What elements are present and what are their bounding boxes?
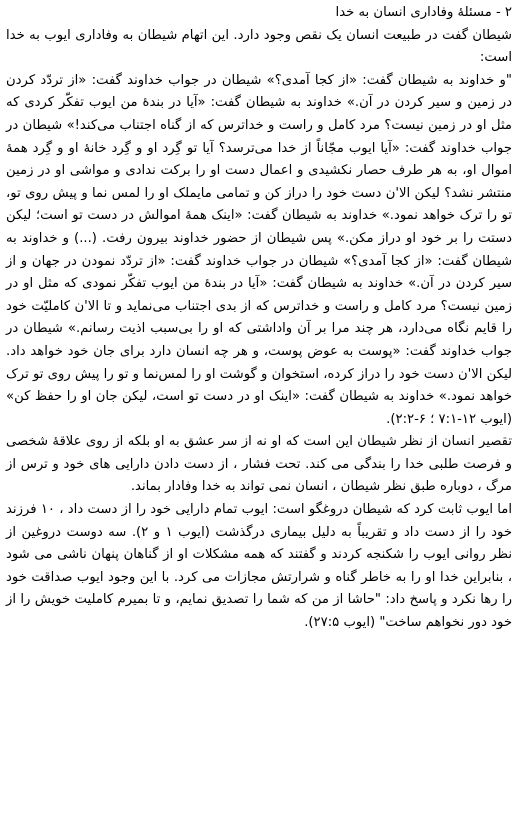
paragraph-scripture-quote: "و خداوند به شیطان گفت: «از کجا آمدی؟» شیطان در جواب خداوند گفت: «از تردّد کردن در زمین و سیر کردن در آن.» خداوند به شیطان گفت: «آیا در بندهٔ من ایوب تفکّر کردی که مثل او در زمین نیست؟ مرد کامل و راست و خداترس که از گناه اجتناب می‌کند!» شیطان در جواب خداوند گفت: «آیا ایوب مجّاناً از خدا می‌ترسد؟ آیا تو گِرد او و گِرد خانهٔ او و گِرد همهٔ اموال او، به هر طرف حصار نکشیدی و اعمال دست او را برکت ندادی و مواشی او در زمین منتشر نشد؟ لیکن الا'ن دست خود را دراز کن و تمامی مایملک او را لمس نما و پیش روی تو، تو را ترک خواهد نمود.» خداوند به شیطان گفت: «اینک همهٔ اموالش در دست تو است؛ لیکن دستت را بر خود او دراز مکن.» پس شیطان از حضور خداوند بیرون رفت. (...) و خداوند به شیطان گفت: «از کجا آمدی؟» شیطان در جواب خداوند گفت: «از تردّد نمودن در جهان و از سیر کردن در آن.» خداوند به شیطان گفت: «آیا در بندهٔ من ایوب تفکّر نمودی که مثل او در زمین نیست؟ مرد کامل و راست و خداترس که از بدی اجتناب می‌نماید و تا الا'ن کاملیّت خود را قایم نگاه می‌دارد، هر چند مرا بر آن واداشتی که او را بی‌سبب اذیت رسانم.» شیطان در جواب خداوند گفت: «پوست به عوض پوست، و هر چه انسان دارد برای جان خود خواهد داد. لیکن الا'ن دست خود را دراز کرده، استخوان و گوشت او را لمس‌نما و تو را پیش روی تو ترک خواهد نمود.» خداوند به شیطان گفت: «اینک او در دست تو است، لیکن جان او را حفظ کن» (ایوب ۱۲-۷:۱ ؛ ۶-۲:۲).: [6, 72, 512, 427]
paragraph-satan-view: تقصیر انسان از نظر شیطان این است که او نه از سر عشق به او بلکه از روی علاقهٔ شخصی و فرصت طلبی خدا را بندگی می کند. تحت فشار ، از دست دادن دارایی های خود و ترس از مرگ ، دوباره طبق نظر شیطان ، انسان نمی تواند به خدا وفادار بماند.: [6, 434, 512, 495]
paragraph-intro: شیطان گفت در طبیعت انسان یک نقص وجود دارد. این اتهام شیطان به وفاداری ایوب به خدا است:: [6, 27, 512, 66]
section-heading: ۲ - مسئلهٔ وفاداری انسان به خدا: [335, 5, 512, 20]
paragraph-job-faithfulness: اما ایوب ثابت کرد که شیطان دروغگو است: ایوب تمام دارایی خود را از دست داد ، ۱۰ فرزند خود را از دست داد و تقریباً به دلیل بیماری درگذشت (ایوب ۱ و ۲). سه دوست دروغین از نظر روانی ایوب را شکنجه کردند و گفتند که همه مشکلات او از گناهان پنهان ناشی می شود ، بنابراین خدا او را به خاطر گناه و شرارتش مجازات می کرد. با این وجود ایوب صداقت خود را رها نکرد و پاسخ داد: "حاشا از من که شما را تصدیق نمایم، و تا بمیرم کاملیت خویش را از خود دور نخواهم ساخت" (ایوب ۲۷:۵).: [6, 502, 513, 631]
